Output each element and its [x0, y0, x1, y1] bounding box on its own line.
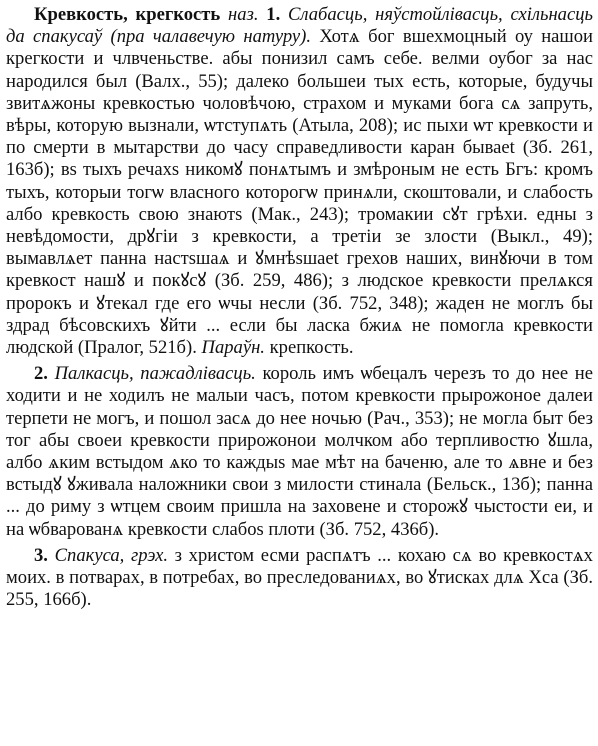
headword: Кревкость, крегкость: [34, 4, 221, 25]
sense-gloss: Слабасць, няўстойлівасць, схільнасць да спакусаў (пра чалавечую натуру).: [6, 4, 593, 48]
cross-reference-label: Параўн.: [201, 337, 265, 359]
sense-gloss: Палкасць, пажадлівасць.: [54, 363, 256, 385]
sense-number: 1.: [266, 4, 281, 25]
part-of-speech: наз.: [228, 4, 259, 25]
sense-body: Хотѧ бог вшехмоцный оу нашои крегкости и члвченьстве. абы понизил самъ себе. велми оубог за нас народился был (Валх., 55); далеко большеи тых есть, которые, будучы звитѧжоны кревкостью чоловѣчою, страхом и муками бога сѧ запруть, вѣры, которую вызнали, ѡтступѧть (Атыла, 208); ис пыхи ѡт кревкости и по смерти в мытарстви до часу справедливости каран бываеt (Зб. 261, 163б); вѕ тыхъ речахѕ никомꙋ понѧтымъ и змѣроным не есть Бгъ: кромъ тыхъ, которыи тогѡ власного которогѡ принѧли, скоштовали, и слабость албо кревкость свою знаютѕ (Мак., 243); тромакии сꙋт грѣхи. едны з невѣдомости, дрꙋгіи з кревкости, а третіи зе злости (Выкл., 49); вымавлѧет панна настѕшаѧ и ꙋмнѣѕшаеt грехов наших, винꙋючи в том кревкост нашꙋ и покꙋсꙋ (Зб. 259, 486); з людское кревкости прелѧкся пророкъ и ꙋтекал где его ѡчы несли (Зб. 752, 348); жаден не моглъ бы здрад бѣсовскихъ ꙋйти ... если бы ласка бжиѧ не помогла кревкости людской (Пралог, 521б).: [6, 26, 593, 359]
sense-1-paragraph: [6, 4, 593, 359]
sense-number: 3.: [34, 544, 48, 566]
sense-body: з христом есми распѧтъ ... кохаю сѧ во кревкостѧх моих. в потварах, в потребах, во преследованиѧх, во ꙋтисках длѧ Хса (Зб. 255, 166б).: [6, 544, 593, 611]
sense-gloss: Спакуса, грэх.: [54, 544, 168, 566]
cross-reference-word: крепкость.: [269, 337, 354, 359]
sense-number: 2.: [34, 363, 48, 385]
sense-body: король имъ ѡбецалъ черезъ то до нее не ходити и не ходилъ не малыи часъ, потом кревкости прырожоное далеи терпети не могъ, и пошол засѧ до нее ночью (Рач., 353); не могла быт без тог абы своеи кревкости прирожонои молчком або терпливостю ꙋшла, албо ѧким встыдом ѧко то каждыѕ мае мѣт на баченю, але то ѧвне и без встыдꙋ ꙋживала наложники свои з милости стинала (Бельск., 13б); панна ... до риму з ѡтцем своим пришла на заховенe и сторожꙋ чыстости еи, и на ѡбварованѧ кревкости слабоѕ плоти (Зб. 752, 436б).: [6, 363, 593, 540]
sense-3-paragraph: [6, 545, 593, 612]
sense-2-paragraph: [6, 363, 593, 541]
